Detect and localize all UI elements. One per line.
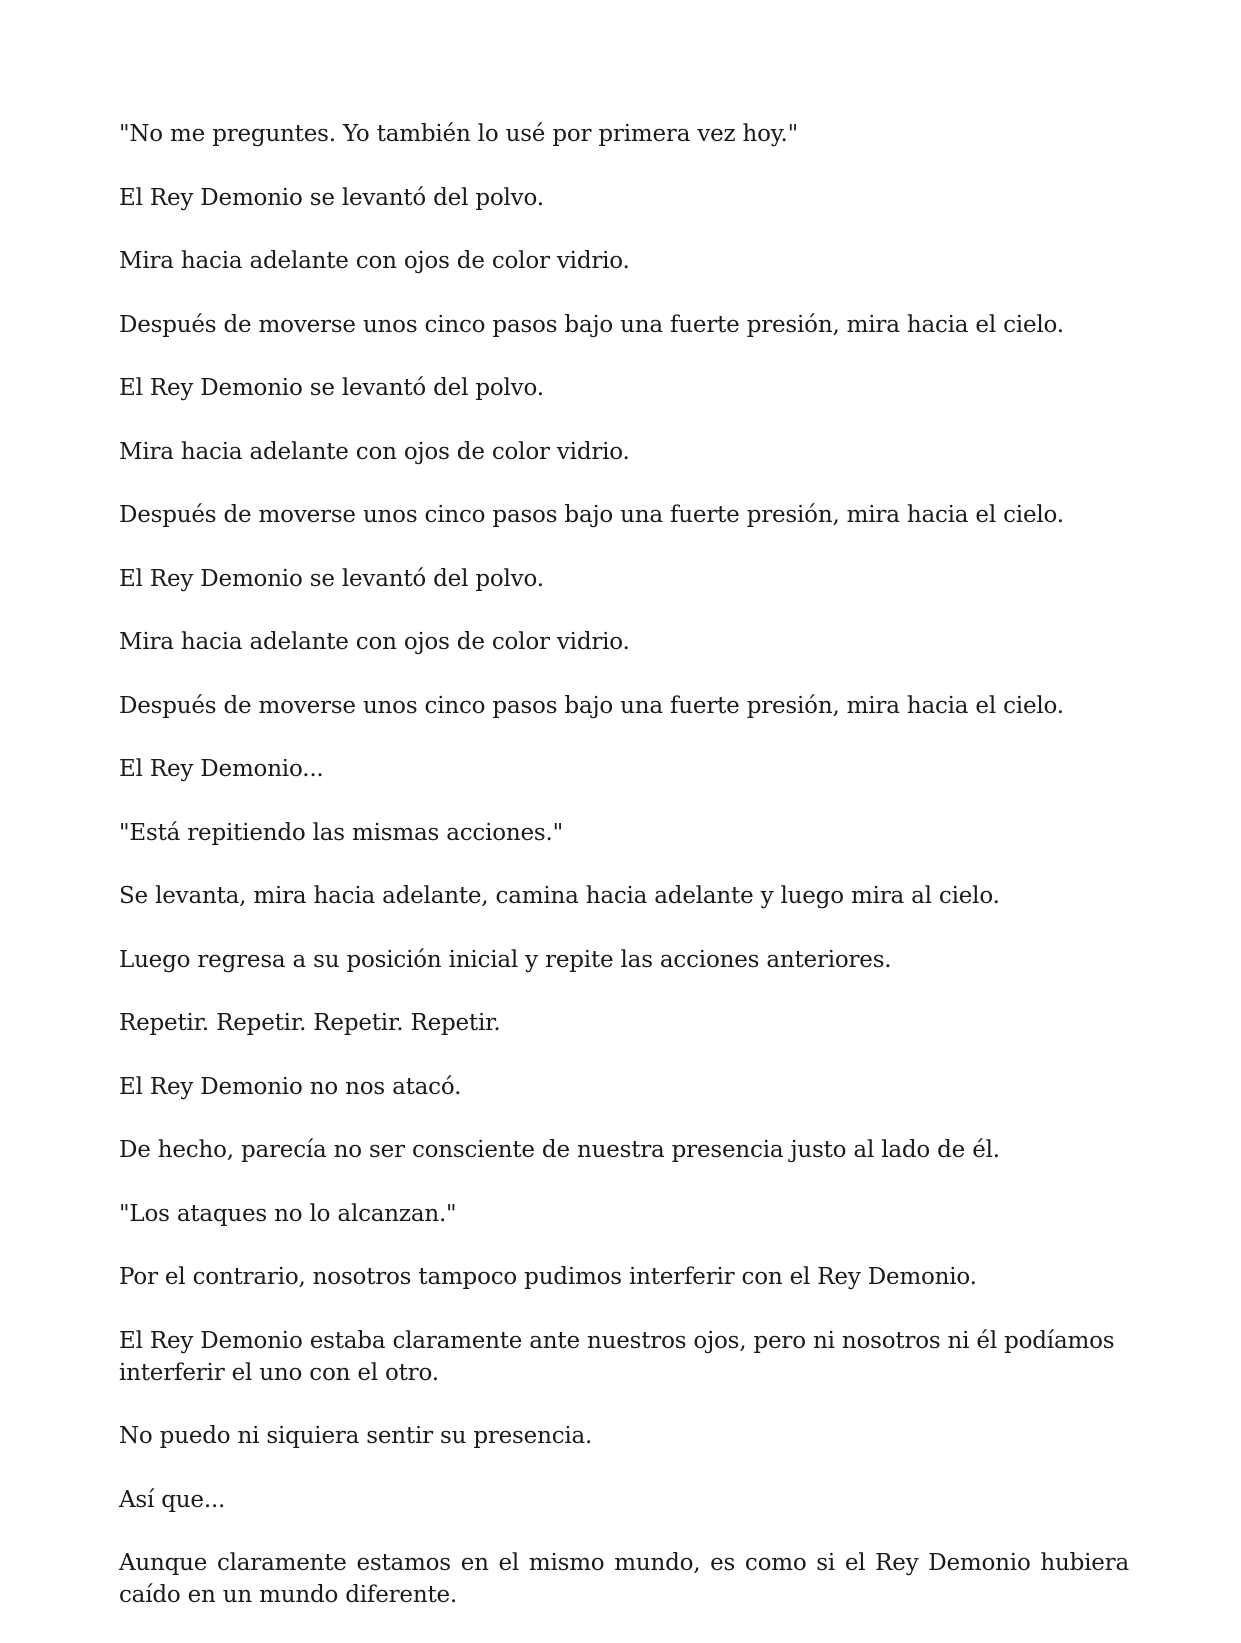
paragraph: Luego regresa a su posición inicial y repite las acciones anteriores. [119,946,892,973]
paragraph: El Rey Demonio se levantó del polvo. [119,375,544,401]
paragraph: Mira hacia adelante con ojos de color vidrio. [119,629,630,655]
paragraph: El Rey Demonio... [119,756,324,782]
paragraph: Repetir. Repetir. Repetir. Repetir. [119,1010,501,1036]
paragraph: Por el contrario, nosotros tampoco pudimos interferir con el Rey Demonio. [119,1264,977,1290]
paragraph: "Está repitiendo las mismas acciones." [119,819,564,846]
paragraph: De hecho, parecía no ser consciente de nuestra presencia justo al lado de él. [119,1137,1000,1163]
paragraph: El Rey Demonio no nos atacó. [119,1073,462,1100]
paragraph: "Los ataques no lo alcanzan." [119,1200,457,1227]
document-body [119,118,1129,1643]
paragraph: No puedo ni siquiera sentir su presencia. [119,1423,593,1449]
paragraph: Así que... [119,1486,226,1513]
paragraph: Mira hacia adelante con ojos de color vidrio. [119,248,630,274]
paragraph: Después de moverse unos cinco pasos bajo una fuerte presión, mira hacia el cielo. [119,502,1064,528]
paragraph: El Rey Demonio estaba claramente ante nuestros ojos, pero ni nosotros ni él podíamos interferir el uno con el otro. [119,1327,1115,1386]
paragraph: Mira hacia adelante con ojos de color vidrio. [119,438,630,465]
paragraph: El Rey Demonio se levantó del polvo. [119,184,544,211]
paragraph: Se levanta, mira hacia adelante, camina hacia adelante y luego mira al cielo. [119,883,1000,909]
paragraph: Aunque claramente estamos en el mismo mundo, es como si el Rey Demonio hubiera caído en un mundo diferente. [119,1550,1129,1608]
paragraph: Después de moverse unos cinco pasos bajo una fuerte presión, mira hacia el cielo. [119,311,1064,338]
paragraph: El Rey Demonio se levantó del polvo. [119,565,544,592]
paragraph: Después de moverse unos cinco pasos bajo una fuerte presión, mira hacia el cielo. [119,692,1064,719]
paragraph: "No me preguntes. Yo también lo usé por primera vez hoy." [119,121,799,147]
